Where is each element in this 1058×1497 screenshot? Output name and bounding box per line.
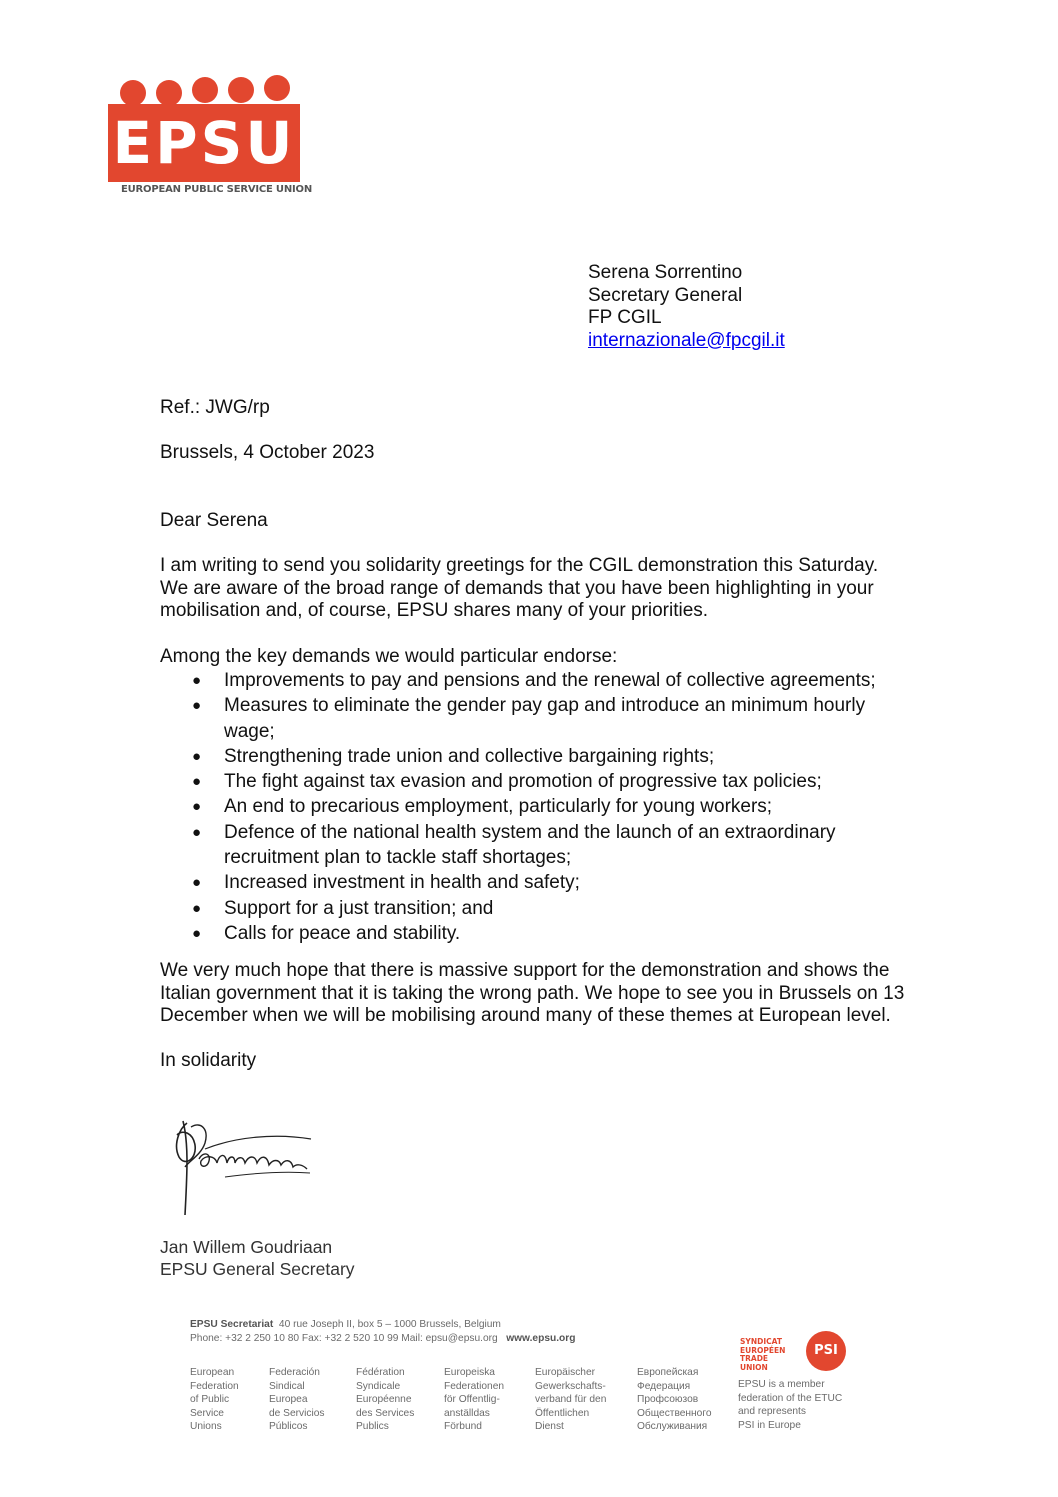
bullet-icon: ● bbox=[192, 924, 202, 942]
bullet-icon: ● bbox=[192, 798, 202, 816]
footer-street: 40 rue Joseph II, box 5 – 1000 Brussels, Belgium bbox=[278, 1319, 501, 1330]
list-item: ● Support for a just transition; and bbox=[192, 896, 876, 921]
bullet-icon: ● bbox=[192, 899, 202, 917]
paragraph-line: We are aware of the broad range of demands that you have been highlighting in your bbox=[160, 577, 874, 599]
footer-language-column: European Federation of Public Service Unions bbox=[190, 1367, 239, 1432]
footer-address bbox=[190, 1318, 575, 1345]
list-item: ● Improvements to pay and pensions and the renewal of collective agreements; bbox=[192, 668, 876, 693]
demands-list bbox=[192, 668, 876, 946]
bullet-icon: ● bbox=[192, 747, 202, 765]
handwritten-signature bbox=[165, 1115, 315, 1225]
bullet-icon: ● bbox=[192, 874, 202, 892]
bullet-icon: ● bbox=[192, 672, 202, 689]
list-item: ● Increased investment in health and safety; bbox=[192, 870, 876, 895]
body-paragraph-2 bbox=[160, 960, 904, 1028]
logo-dot bbox=[120, 80, 146, 106]
recipient-address bbox=[588, 262, 785, 352]
footer-secretariat-label: EPSU Secretariat bbox=[190, 1319, 274, 1330]
bullet-icon: ● bbox=[192, 823, 202, 841]
footer-contact: Phone: +32 2 250 10 80 Fax: +32 2 520 10 99 Mail: epsu@epsu.org bbox=[190, 1332, 498, 1344]
footer-language-column: Fédération Syndicale Européenne des Services Publics bbox=[356, 1367, 415, 1432]
logo-dot bbox=[156, 80, 182, 106]
logo-dot bbox=[228, 77, 254, 103]
membership-note: EPSU is a member federation of the ETUC and represents PSI in Europe bbox=[738, 1379, 843, 1431]
reference: Ref.: JWG/rp bbox=[160, 397, 270, 418]
recipient-name: Serena Sorrentino bbox=[588, 262, 743, 283]
demands-intro: Among the key demands we would particular endorse: bbox=[160, 646, 618, 667]
signatory-block bbox=[160, 1236, 355, 1280]
epsu-logo bbox=[108, 72, 313, 197]
psi-logo: PSI bbox=[806, 1331, 846, 1371]
signatory-title: EPSU General Secretary bbox=[160, 1259, 355, 1279]
paragraph-line: December when we will be mobilising around many of these themes at European level. bbox=[160, 1005, 891, 1026]
footer-language-column: Europeiska Federationen för Offentlig- anställdas Förbund bbox=[444, 1367, 505, 1432]
logo-subtitle: EUROPEAN PUBLIC SERVICE UNION bbox=[121, 184, 313, 195]
etuc-logo: SYNDICAT EUROPÉEN TRADE UNION bbox=[740, 1337, 786, 1372]
bullet-icon: ● bbox=[192, 773, 202, 791]
footer-website: www.epsu.org bbox=[506, 1332, 576, 1344]
list-item: ● Defence of the national health system and the launch of an extraordinary recruitment plan to tackle staff shortages; bbox=[192, 821, 836, 869]
salutation: Dear Serena bbox=[160, 510, 268, 531]
recipient-title: Secretary General bbox=[588, 284, 743, 306]
list-item: ● Strengthening trade union and collective bargaining rights; bbox=[192, 744, 876, 769]
body-paragraph-1 bbox=[160, 555, 878, 623]
paragraph-line: We very much hope that there is massive support for the demonstration and shows the bbox=[160, 960, 890, 981]
recipient-organisation: FP CGIL bbox=[588, 307, 662, 328]
paragraph-line: I am writing to send you solidarity greetings for the CGIL demonstration this Saturday. bbox=[160, 555, 879, 576]
list-item: ● Calls for peace and stability. bbox=[192, 921, 876, 946]
footer-language-column: Европейская Федерация Профсоюзов Общественного Обслуживания bbox=[637, 1367, 712, 1432]
signatory-name: Jan Willem Goudriaan bbox=[160, 1237, 333, 1257]
list-item: ● Measures to eliminate the gender pay gap and introduce an minimum hourly wage; bbox=[192, 695, 866, 742]
logo-dot bbox=[264, 75, 290, 101]
paragraph-line: mobilisation and, of course, EPSU shares many of your priorities. bbox=[160, 600, 709, 621]
letter-date: Brussels, 4 October 2023 bbox=[160, 442, 375, 463]
footer-language-column: Europäischer Gewerkschafts- verband für den Öffentlichen Dienst bbox=[535, 1367, 607, 1432]
recipient-email-link[interactable]: internazionale@fpcgil.it bbox=[588, 329, 785, 351]
footer-language-column: Federación Sindical Europea de Servicios Públicos bbox=[269, 1367, 325, 1432]
bullet-icon: ● bbox=[192, 697, 202, 715]
logo-dot bbox=[192, 77, 218, 103]
closing: In solidarity bbox=[160, 1050, 257, 1071]
paragraph-line: Italian government that it is taking the wrong path. We hope to see you in Brussels on 13 bbox=[160, 982, 905, 1004]
logo-wordmark: EPSU bbox=[112, 109, 296, 177]
list-item: ● An end to precarious employment, particularly for young workers; bbox=[192, 794, 876, 819]
list-item: ● The fight against tax evasion and promotion of progressive tax policies; bbox=[192, 769, 876, 794]
